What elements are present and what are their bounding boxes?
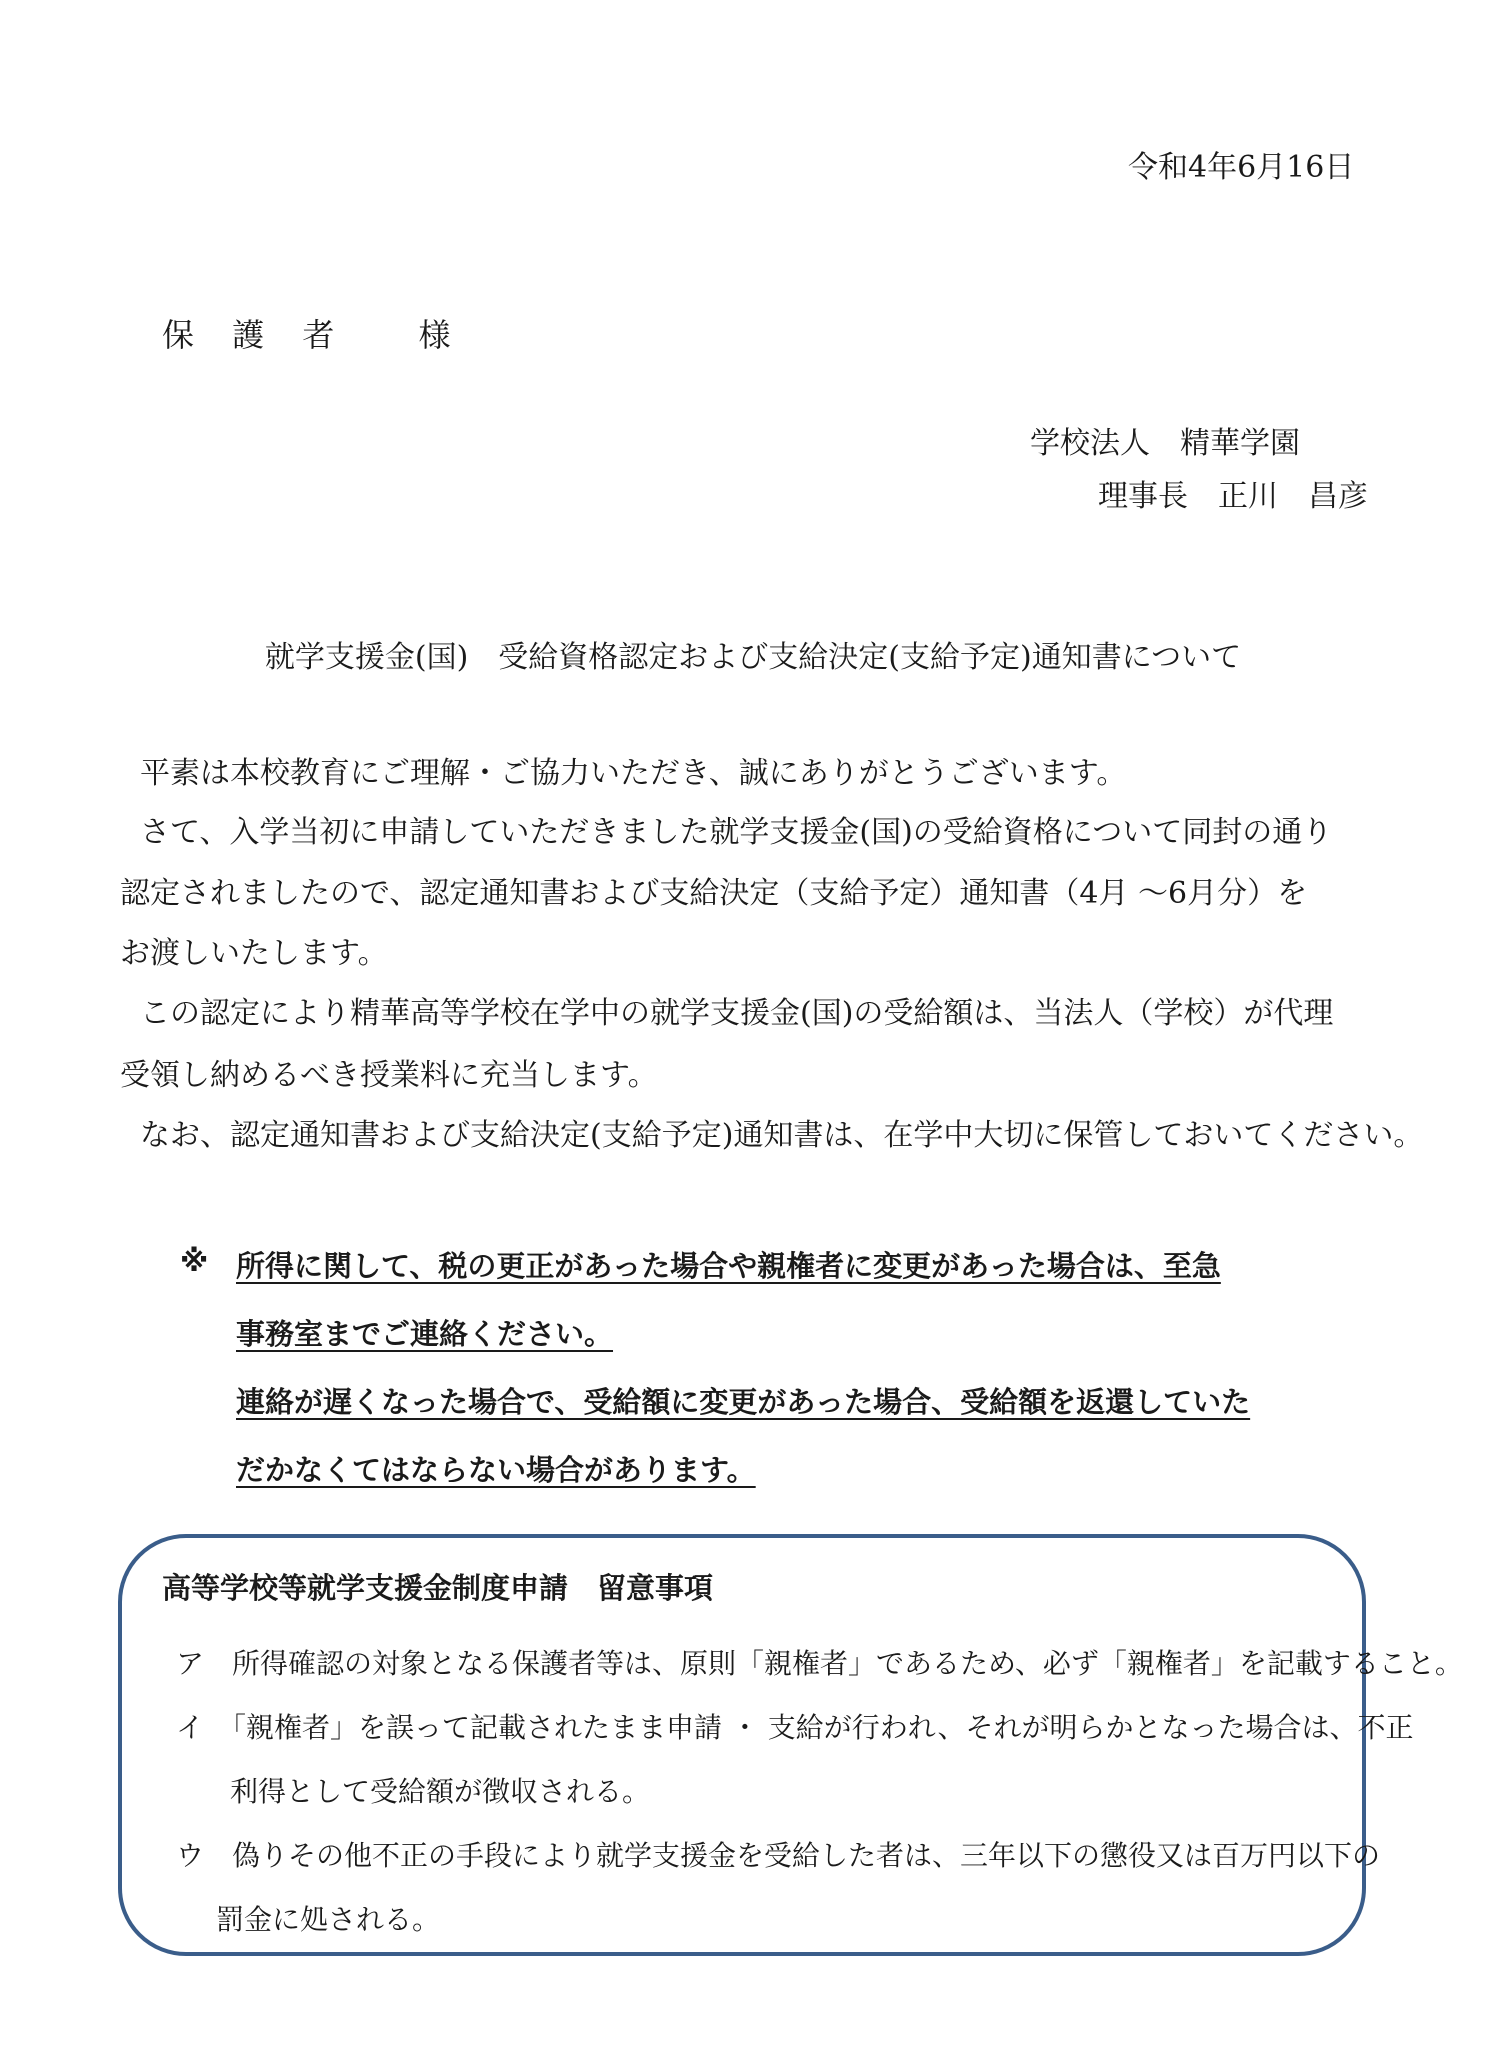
notice-line: 連絡が遅くなった場合で、受給額に変更があった場合、受給額を返還していた bbox=[236, 1385, 1251, 1419]
document-title: 就学支援金(国) 受給資格認定および支給決定(支給予定)通知書について bbox=[264, 640, 1242, 675]
issuer-organization: 学校法人 精華学園 bbox=[1030, 426, 1300, 461]
body-line: この認定により精華高等学校在学中の就学支援金(国)の受給額は、当法人（学校）が代理 bbox=[140, 996, 1334, 1031]
notes-box-title: 高等学校等就学支援金制度申請 留意事項 bbox=[162, 1571, 714, 1605]
notice-line: だかなくてはならない場合があります。 bbox=[236, 1453, 756, 1487]
body-line: 平素は本校教育にご理解・ご協力いただき、誠にありがとうございます。 bbox=[140, 756, 1127, 791]
recipient: 保 護 者 様 bbox=[162, 316, 465, 354]
body-line: お渡しいたします。 bbox=[120, 936, 388, 971]
body-line: なお、認定通知書および支給決定(支給予定)通知書は、在学中大切に保管しておいてください。 bbox=[140, 1118, 1424, 1153]
body-line: 認定されましたので、認定通知書および支給決定（支給予定）通知書（4月 ～6月分）を bbox=[120, 876, 1308, 911]
notes-box-item: 罰金に処される。 bbox=[216, 1903, 441, 1936]
notes-box-item: ウ 偽りその他不正の手段により就学支援金を受給した者は、三年以下の懲役又は百万円以下の bbox=[176, 1839, 1381, 1872]
notice-mark: ※ bbox=[180, 1244, 209, 1278]
notes-box-item: ア 所得確認の対象となる保護者等は、原則「親権者」であるため、必ず「親権者」を記載すること。 bbox=[176, 1647, 1463, 1680]
body-line: 受領し納めるべき授業料に充当します。 bbox=[120, 1058, 658, 1093]
notice-line: 所得に関して、税の更正があった場合や親権者に変更があった場合は、至急 bbox=[236, 1249, 1221, 1283]
notice-line: 事務室までご連絡ください。 bbox=[236, 1317, 614, 1351]
document-date: 令和4年6月16日 bbox=[1128, 150, 1355, 185]
notes-box-item: イ 「親権者」を誤って記載されたまま申請 ・ 支給が行われ、それが明らかとなった場合は、不正 bbox=[176, 1711, 1414, 1744]
notes-box-item: 利得として受給額が徴収される。 bbox=[230, 1775, 651, 1808]
issuer-name: 理事長 正川 昌彦 bbox=[1098, 479, 1368, 514]
body-line: さて、入学当初に申請していただきました就学支援金(国)の受給資格について同封の通り bbox=[140, 815, 1333, 850]
